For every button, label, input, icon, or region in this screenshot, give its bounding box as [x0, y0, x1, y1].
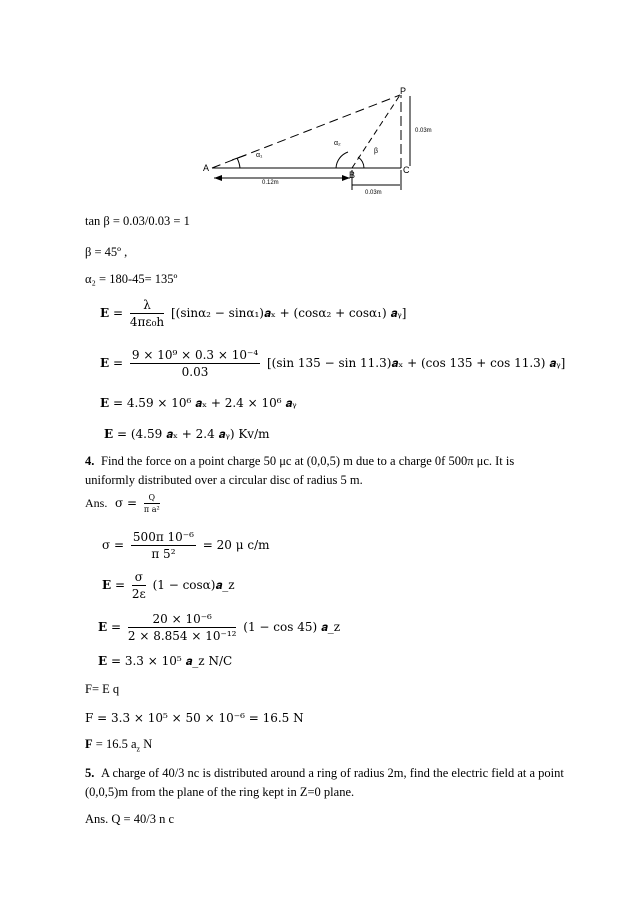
E-numerator-2: 9 × 10⁹ × 0.3 × 10⁻⁴ — [131, 348, 259, 362]
q4-E-substituted-line — [98, 612, 340, 643]
question-4-number: 4. — [85, 454, 95, 468]
dim-arrow-left — [214, 175, 222, 181]
E-value-1: = 4.59 × 10⁶ 𝒂ₓ + 2.4 × 10⁶ 𝒂ᵧ — [112, 396, 297, 410]
q5-ans-line: Ans. Q = 40/3 n c — [85, 812, 174, 826]
alpha1-arc — [237, 158, 240, 168]
beta-arc — [358, 157, 364, 168]
E-symbol-3: E — [100, 396, 110, 410]
q4-sigma-line — [102, 530, 270, 561]
E-value-line-1 — [100, 396, 297, 411]
E-bracket-terms: [(sinα₂ − sinα₁)𝒂ₓ + (cosα₂ + cosα₁) 𝒂ᵧ] — [170, 306, 407, 320]
q4-sigma-den: π 5² — [151, 547, 176, 561]
q4-E-fraction — [132, 570, 146, 601]
E-value-line-2 — [104, 427, 270, 442]
q4-sigma-fraction — [144, 493, 160, 514]
geometry-diagram — [0, 0, 638, 200]
question-5-number: 5. — [85, 766, 95, 780]
label-beta: β — [374, 148, 379, 155]
q4-sigma-result: = 20 μ c/m — [202, 538, 270, 552]
E-fraction-2 — [130, 348, 260, 379]
E-denominator: 4πε₀h — [129, 315, 165, 329]
q4-pi-a2: π a² — [143, 505, 160, 514]
q4-F-bold: F — [85, 737, 93, 751]
equals: = — [112, 306, 124, 320]
label-A: A — [203, 163, 210, 173]
label-P: P — [400, 86, 407, 96]
label-C: C — [403, 165, 410, 175]
q4-E-num: 20 × 10⁻⁶ — [128, 612, 237, 628]
q4-E-symbol: E — [102, 578, 112, 592]
E-value-2: = (4.59 𝒂ₓ + 2.4 𝒂ᵧ) Kv/m — [116, 427, 270, 441]
q4-E-symbol-2: E — [98, 620, 108, 634]
E-symbol-4: E — [104, 427, 114, 441]
q4-eq-3: = — [114, 578, 126, 592]
q4-E-sigma: σ — [132, 570, 146, 586]
q4-F-calc-line: F = 3.3 × 10⁵ × 50 × 10⁻⁶ = 16.5 N — [85, 711, 304, 725]
q4-F-final-line — [85, 737, 152, 754]
q4-E-result: = 3.3 × 10⁵ 𝒂_z N/C — [110, 654, 233, 668]
q4-eq-4: = — [110, 620, 122, 634]
q4-eq-2: = — [114, 538, 125, 552]
lambda-numerator: λ — [130, 298, 164, 314]
question-4 — [85, 452, 565, 490]
question-5 — [85, 764, 565, 802]
q4-F-final: = 16.5 a — [95, 737, 137, 751]
question-5-text: A charge of 40/3 nc is distributed around a ring of radius 2m, find the electric field at a point (0,0,5)m from the plane of the ring kept in Z=0 plane. — [85, 766, 564, 799]
E-denominator-2: 0.03 — [181, 365, 209, 379]
alpha2-value-line: α₂ = 180-45= 135º — [85, 272, 178, 286]
q4-Q: Q — [144, 493, 160, 504]
q4-E-fraction-2 — [128, 612, 237, 643]
q4-F-final-sub: z — [136, 744, 141, 754]
q4-E-symbol-3: E — [98, 654, 108, 668]
E-fraction — [130, 298, 164, 329]
equals-2: = — [112, 356, 124, 370]
E-bracket-terms-2: [(sin 135 − sin 11.3)𝒂ₓ + (cos 135 + cos 11.3) 𝒂ᵧ] — [266, 356, 566, 370]
tan-beta-line: tan β = 0.03/0.03 = 1 — [85, 214, 190, 228]
label-dist-BC: 0.03m — [365, 190, 382, 196]
q4-sigma: σ — [114, 496, 124, 510]
beta-value-line: β = 45º , — [85, 245, 128, 259]
q4-sigma-2: σ — [102, 538, 111, 552]
q4-E-tail-2: (1 − cos 45) 𝒂_z — [243, 620, 341, 634]
E-formula-line — [100, 298, 406, 329]
q4-E-formula-line — [102, 570, 235, 601]
q4-F-final-unit: N — [140, 737, 153, 751]
label-dist-CP: 0.03m — [415, 128, 432, 134]
label-B: B — [349, 170, 356, 180]
q4-E-2eps: 2ε — [131, 587, 146, 601]
E-symbol-2: E — [100, 356, 110, 370]
q4-ans-label: Ans. — [85, 496, 108, 510]
label-alpha1: α₁ — [256, 152, 263, 159]
q4-ans-line — [85, 493, 163, 514]
q4-F-eq-line: F= E q — [85, 682, 120, 696]
q4-sigma-fraction-2 — [131, 530, 196, 561]
question-4-text: Find the force on a point charge 50 μc at (0,0,5) m due to a charge 0f 500π μc. It is uniformly distributed over a circular disc of radius 5 m. — [85, 454, 515, 487]
alpha1-arrow — [232, 155, 246, 160]
label-alpha2: α₂ — [334, 140, 341, 147]
E-substituted-line — [100, 348, 565, 379]
label-dist-AB: 0.12m — [262, 180, 279, 186]
q4-E-result-line — [98, 654, 232, 669]
q4-E-tail: (1 − cosα)𝒂_z — [152, 578, 235, 592]
q4-sigma-num: 500π 10⁻⁶ — [132, 530, 194, 544]
q4-E-den: 2 × 8.854 × 10⁻¹² — [127, 629, 237, 643]
alpha2-arc — [336, 152, 348, 168]
line-B-P — [352, 95, 400, 168]
q4-eq: = — [127, 496, 138, 510]
E-symbol: E — [100, 306, 110, 320]
